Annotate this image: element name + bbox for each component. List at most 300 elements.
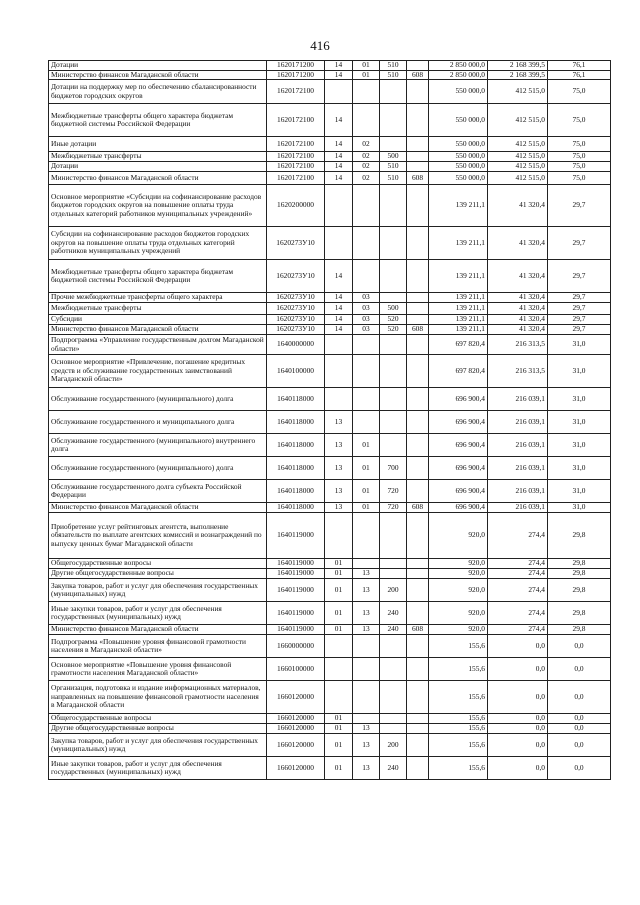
cell-admin-code <box>407 579 429 602</box>
cell-section <box>325 185 353 227</box>
cell-expense-type <box>380 293 407 303</box>
cell-planned-amount: 155,6 <box>429 757 488 780</box>
cell-expense-type <box>380 434 407 457</box>
cell-section: 13 <box>325 434 353 457</box>
cell-name: Другие общегосударственные вопросы <box>49 724 267 734</box>
cell-name: Министерство финансов Магаданской области <box>49 503 267 513</box>
cell-subsection: 13 <box>353 734 380 757</box>
table-row <box>49 724 611 734</box>
cell-percent: 31,0 <box>548 434 611 457</box>
cell-planned-amount: 139 211,1 <box>429 315 488 325</box>
cell-actual-amount: 412 515,0 <box>488 137 548 152</box>
cell-expense-type: 510 <box>380 172 407 185</box>
cell-target-code: 1640118000 <box>267 411 325 434</box>
cell-admin-code <box>407 315 429 325</box>
cell-actual-amount: 412 515,0 <box>488 80 548 104</box>
cell-target-code: 1640119000 <box>267 625 325 635</box>
cell-actual-amount: 41 320,4 <box>488 325 548 335</box>
table-row <box>49 152 611 162</box>
cell-admin-code <box>407 104 429 137</box>
cell-subsection: 01 <box>353 434 380 457</box>
table-row <box>49 227 611 260</box>
cell-subsection: 01 <box>353 480 380 503</box>
cell-section <box>325 355 353 388</box>
cell-section: 01 <box>325 559 353 569</box>
cell-name: Обслуживание государственного (муниципального) долга <box>49 388 267 411</box>
cell-target-code: 1620273У10 <box>267 325 325 335</box>
table-row <box>49 325 611 335</box>
table-row <box>49 757 611 780</box>
cell-admin-code <box>407 388 429 411</box>
cell-percent: 31,0 <box>548 355 611 388</box>
cell-subsection: 13 <box>353 569 380 579</box>
cell-subsection: 13 <box>353 602 380 625</box>
cell-section <box>325 80 353 104</box>
cell-planned-amount: 550 000,0 <box>429 162 488 172</box>
table-row <box>49 681 611 714</box>
cell-name: Дотации <box>49 61 267 71</box>
cell-admin-code <box>407 714 429 724</box>
cell-expense-type: 240 <box>380 602 407 625</box>
cell-name: Дотации на поддержку мер по обеспечению сбалансированности бюджетов городских округов <box>49 80 267 104</box>
cell-percent: 29,8 <box>548 559 611 569</box>
cell-target-code: 1620200000 <box>267 185 325 227</box>
cell-target-code: 1620273У10 <box>267 227 325 260</box>
cell-percent: 29,8 <box>548 625 611 635</box>
cell-planned-amount: 920,0 <box>429 602 488 625</box>
cell-name: Субсидии <box>49 315 267 325</box>
cell-target-code: 1620172100 <box>267 152 325 162</box>
cell-subsection <box>353 681 380 714</box>
cell-planned-amount: 696 900,4 <box>429 457 488 480</box>
cell-section: 14 <box>325 260 353 293</box>
cell-actual-amount: 216 039,1 <box>488 388 548 411</box>
cell-section: 01 <box>325 579 353 602</box>
cell-admin-code <box>407 457 429 480</box>
table-row <box>49 260 611 293</box>
cell-percent: 31,0 <box>548 457 611 480</box>
cell-expense-type <box>380 635 407 658</box>
cell-expense-type <box>380 681 407 714</box>
table-row <box>49 480 611 503</box>
cell-subsection <box>353 411 380 434</box>
cell-target-code: 1660120000 <box>267 734 325 757</box>
cell-section: 14 <box>325 152 353 162</box>
cell-planned-amount: 550 000,0 <box>429 80 488 104</box>
cell-admin-code <box>407 162 429 172</box>
cell-percent: 29,8 <box>548 602 611 625</box>
cell-expense-type: 500 <box>380 303 407 315</box>
cell-actual-amount: 216 313,5 <box>488 335 548 355</box>
cell-actual-amount: 0,0 <box>488 658 548 681</box>
cell-target-code: 1620171200 <box>267 61 325 71</box>
cell-actual-amount: 412 515,0 <box>488 152 548 162</box>
cell-name: Другие общегосударственные вопросы <box>49 569 267 579</box>
cell-name: Закупка товаров, работ и услуг для обеспечения государственных (муниципальных) нужд <box>49 734 267 757</box>
cell-subsection <box>353 335 380 355</box>
cell-expense-type: 520 <box>380 315 407 325</box>
table-row <box>49 625 611 635</box>
cell-expense-type <box>380 137 407 152</box>
cell-admin-code <box>407 569 429 579</box>
cell-subsection: 03 <box>353 315 380 325</box>
cell-subsection <box>353 185 380 227</box>
cell-admin-code <box>407 80 429 104</box>
cell-actual-amount: 216 313,5 <box>488 355 548 388</box>
cell-name: Основное мероприятие «Привлечение, погашение кредитных средств и обслуживание государственных заимствований Магаданской области» <box>49 355 267 388</box>
cell-admin-code <box>407 681 429 714</box>
cell-planned-amount: 550 000,0 <box>429 104 488 137</box>
cell-subsection <box>353 714 380 724</box>
cell-percent: 31,0 <box>548 411 611 434</box>
cell-target-code: 1640118000 <box>267 480 325 503</box>
cell-expense-type <box>380 335 407 355</box>
cell-expense-type: 200 <box>380 734 407 757</box>
cell-planned-amount: 920,0 <box>429 513 488 559</box>
cell-admin-code <box>407 137 429 152</box>
cell-admin-code <box>407 411 429 434</box>
cell-planned-amount: 155,6 <box>429 635 488 658</box>
cell-target-code: 1620172100 <box>267 172 325 185</box>
cell-section: 13 <box>325 457 353 480</box>
cell-admin-code <box>407 185 429 227</box>
table-row <box>49 315 611 325</box>
cell-actual-amount: 412 515,0 <box>488 104 548 137</box>
cell-subsection <box>353 355 380 388</box>
cell-name: Организация, подготовка и издание информационных материалов, направленных на повышение финансовой грамотности населения в Магаданской области <box>49 681 267 714</box>
cell-percent: 29,7 <box>548 325 611 335</box>
cell-actual-amount: 274,4 <box>488 513 548 559</box>
cell-percent: 75,0 <box>548 162 611 172</box>
cell-subsection <box>353 635 380 658</box>
cell-section <box>325 658 353 681</box>
cell-name: Иные дотации <box>49 137 267 152</box>
cell-section <box>325 335 353 355</box>
cell-expense-type <box>380 80 407 104</box>
cell-section: 13 <box>325 480 353 503</box>
cell-actual-amount: 216 039,1 <box>488 411 548 434</box>
cell-planned-amount: 155,6 <box>429 681 488 714</box>
cell-actual-amount: 41 320,4 <box>488 293 548 303</box>
table-row <box>49 635 611 658</box>
cell-admin-code <box>407 635 429 658</box>
cell-expense-type: 240 <box>380 625 407 635</box>
cell-actual-amount: 216 039,1 <box>488 457 548 480</box>
cell-subsection: 02 <box>353 172 380 185</box>
cell-planned-amount: 155,6 <box>429 714 488 724</box>
cell-section: 14 <box>325 162 353 172</box>
cell-actual-amount: 274,4 <box>488 569 548 579</box>
cell-section <box>325 388 353 411</box>
cell-expense-type: 500 <box>380 152 407 162</box>
cell-target-code: 1660100000 <box>267 658 325 681</box>
cell-actual-amount: 216 039,1 <box>488 503 548 513</box>
cell-planned-amount: 550 000,0 <box>429 137 488 152</box>
cell-target-code: 1640000000 <box>267 335 325 355</box>
cell-target-code: 1640118000 <box>267 503 325 513</box>
cell-admin-code <box>407 260 429 293</box>
cell-expense-type: 720 <box>380 480 407 503</box>
cell-percent: 0,0 <box>548 658 611 681</box>
cell-name: Общегосударственные вопросы <box>49 559 267 569</box>
cell-admin-code: 608 <box>407 325 429 335</box>
cell-percent: 29,7 <box>548 303 611 315</box>
cell-percent: 75,0 <box>548 152 611 162</box>
cell-subsection: 03 <box>353 325 380 335</box>
cell-percent: 76,1 <box>548 70 611 80</box>
table-row <box>49 80 611 104</box>
cell-actual-amount: 0,0 <box>488 757 548 780</box>
cell-admin-code <box>407 724 429 734</box>
cell-planned-amount: 697 820,4 <box>429 335 488 355</box>
budget-table <box>48 60 611 780</box>
cell-expense-type: 510 <box>380 61 407 71</box>
cell-expense-type <box>380 227 407 260</box>
cell-name: Подпрограмма «Повышение уровня финансовой грамотности населения в Магаданской области» <box>49 635 267 658</box>
cell-expense-type <box>380 388 407 411</box>
cell-admin-code <box>407 152 429 162</box>
cell-actual-amount: 0,0 <box>488 714 548 724</box>
cell-subsection: 03 <box>353 293 380 303</box>
cell-expense-type <box>380 355 407 388</box>
cell-percent: 29,8 <box>548 579 611 602</box>
cell-expense-type <box>380 260 407 293</box>
cell-admin-code <box>407 61 429 71</box>
cell-section: 14 <box>325 303 353 315</box>
cell-subsection: 01 <box>353 61 380 71</box>
table-row <box>49 734 611 757</box>
cell-percent: 0,0 <box>548 724 611 734</box>
cell-name: Межбюджетные трансферты общего характера бюджетам бюджетной системы Российской Федерации <box>49 260 267 293</box>
cell-planned-amount: 139 211,1 <box>429 303 488 315</box>
cell-section: 14 <box>325 315 353 325</box>
table-row <box>49 434 611 457</box>
table-row <box>49 457 611 480</box>
cell-name: Межбюджетные трансферты общего характера бюджетам бюджетной системы Российской Федерации <box>49 104 267 137</box>
cell-percent: 0,0 <box>548 734 611 757</box>
table-row <box>49 559 611 569</box>
cell-admin-code: 608 <box>407 172 429 185</box>
cell-admin-code: 608 <box>407 503 429 513</box>
cell-expense-type <box>380 513 407 559</box>
cell-target-code: 1620273У10 <box>267 315 325 325</box>
cell-actual-amount: 0,0 <box>488 734 548 757</box>
cell-section: 01 <box>325 757 353 780</box>
cell-expense-type <box>380 724 407 734</box>
cell-name: Основное мероприятие «Повышение уровня финансовой грамотности населения Магаданской области» <box>49 658 267 681</box>
cell-expense-type: 520 <box>380 325 407 335</box>
cell-percent: 29,7 <box>548 315 611 325</box>
cell-expense-type <box>380 658 407 681</box>
table-row <box>49 411 611 434</box>
cell-actual-amount: 274,4 <box>488 625 548 635</box>
cell-section: 13 <box>325 503 353 513</box>
cell-target-code: 1620273У10 <box>267 293 325 303</box>
cell-actual-amount: 41 320,4 <box>488 185 548 227</box>
cell-percent: 31,0 <box>548 503 611 513</box>
cell-name: Приобретение услуг рейтинговых агентств, выполнение обязательств по выплате агентских комиссий и вознаграждений по выпуску ценных бумаг Магаданской области <box>49 513 267 559</box>
cell-expense-type <box>380 569 407 579</box>
cell-percent: 0,0 <box>548 714 611 724</box>
cell-actual-amount: 0,0 <box>488 724 548 734</box>
table-row <box>49 293 611 303</box>
cell-subsection: 03 <box>353 303 380 315</box>
table-row <box>49 61 611 71</box>
cell-section: 14 <box>325 70 353 80</box>
cell-name: Министерство финансов Магаданской области <box>49 625 267 635</box>
cell-name: Прочие межбюджетные трансферты общего характера <box>49 293 267 303</box>
cell-target-code: 1640119000 <box>267 513 325 559</box>
cell-planned-amount: 139 211,1 <box>429 293 488 303</box>
cell-admin-code <box>407 658 429 681</box>
cell-name: Подпрограмма «Управление государственным долгом Магаданской области» <box>49 335 267 355</box>
cell-planned-amount: 139 211,1 <box>429 260 488 293</box>
cell-percent: 76,1 <box>548 61 611 71</box>
cell-expense-type <box>380 714 407 724</box>
cell-percent: 0,0 <box>548 635 611 658</box>
table-row <box>49 569 611 579</box>
cell-admin-code <box>407 303 429 315</box>
cell-target-code: 1640119000 <box>267 559 325 569</box>
cell-actual-amount: 412 515,0 <box>488 162 548 172</box>
cell-planned-amount: 920,0 <box>429 579 488 602</box>
cell-subsection: 13 <box>353 625 380 635</box>
cell-expense-type <box>380 104 407 137</box>
cell-percent: 31,0 <box>548 335 611 355</box>
table-row <box>49 579 611 602</box>
cell-subsection: 01 <box>353 457 380 480</box>
cell-name: Министерство финансов Магаданской области <box>49 70 267 80</box>
cell-expense-type <box>380 411 407 434</box>
cell-section: 13 <box>325 411 353 434</box>
cell-admin-code <box>407 513 429 559</box>
cell-section <box>325 635 353 658</box>
cell-target-code: 1620172100 <box>267 162 325 172</box>
cell-subsection <box>353 513 380 559</box>
cell-actual-amount: 2 168 399,5 <box>488 70 548 80</box>
cell-planned-amount: 696 900,4 <box>429 480 488 503</box>
table-row <box>49 185 611 227</box>
cell-target-code: 1640119000 <box>267 602 325 625</box>
cell-subsection: 02 <box>353 152 380 162</box>
cell-target-code: 1660120000 <box>267 714 325 724</box>
cell-percent: 31,0 <box>548 480 611 503</box>
cell-section <box>325 681 353 714</box>
cell-percent: 29,7 <box>548 260 611 293</box>
cell-name: Обслуживание государственного долга субъекта Российской Федерации <box>49 480 267 503</box>
cell-name: Дотации <box>49 162 267 172</box>
cell-planned-amount: 696 900,4 <box>429 503 488 513</box>
cell-target-code: 1640118000 <box>267 457 325 480</box>
cell-subsection <box>353 104 380 137</box>
cell-planned-amount: 696 900,4 <box>429 411 488 434</box>
cell-planned-amount: 920,0 <box>429 569 488 579</box>
cell-percent: 0,0 <box>548 757 611 780</box>
cell-expense-type: 200 <box>380 579 407 602</box>
cell-subsection <box>353 388 380 411</box>
cell-expense-type: 240 <box>380 757 407 780</box>
cell-planned-amount: 550 000,0 <box>429 172 488 185</box>
cell-percent: 29,7 <box>548 293 611 303</box>
cell-target-code: 1660000000 <box>267 635 325 658</box>
cell-subsection: 01 <box>353 70 380 80</box>
cell-planned-amount: 920,0 <box>429 625 488 635</box>
cell-subsection: 13 <box>353 579 380 602</box>
cell-subsection: 02 <box>353 162 380 172</box>
cell-admin-code <box>407 734 429 757</box>
cell-actual-amount: 41 320,4 <box>488 315 548 325</box>
cell-admin-code <box>407 480 429 503</box>
table-row <box>49 602 611 625</box>
cell-actual-amount: 2 168 399,5 <box>488 61 548 71</box>
cell-percent: 0,0 <box>548 681 611 714</box>
cell-section: 14 <box>325 325 353 335</box>
cell-planned-amount: 2 850 000,0 <box>429 61 488 71</box>
cell-name: Министерство финансов Магаданской области <box>49 325 267 335</box>
cell-section: 01 <box>325 734 353 757</box>
cell-actual-amount: 41 320,4 <box>488 260 548 293</box>
cell-expense-type: 700 <box>380 457 407 480</box>
table-row <box>49 172 611 185</box>
table-row <box>49 303 611 315</box>
cell-target-code: 1620172100 <box>267 80 325 104</box>
cell-subsection: 02 <box>353 137 380 152</box>
cell-planned-amount: 550 000,0 <box>429 152 488 162</box>
cell-percent: 75,0 <box>548 172 611 185</box>
cell-section <box>325 227 353 260</box>
cell-section: 01 <box>325 569 353 579</box>
cell-actual-amount: 41 320,4 <box>488 227 548 260</box>
cell-name: Обслуживание государственного (муниципального) долга <box>49 457 267 480</box>
cell-expense-type: 720 <box>380 503 407 513</box>
cell-subsection <box>353 559 380 569</box>
cell-subsection <box>353 658 380 681</box>
cell-target-code: 1640100000 <box>267 355 325 388</box>
table-row <box>49 714 611 724</box>
cell-admin-code <box>407 757 429 780</box>
cell-name: Министерство финансов Магаданской области <box>49 172 267 185</box>
cell-percent: 29,8 <box>548 513 611 559</box>
cell-target-code: 1620273У10 <box>267 260 325 293</box>
cell-percent: 75,0 <box>548 137 611 152</box>
cell-name: Обслуживание государственного и муниципального долга <box>49 411 267 434</box>
cell-section: 14 <box>325 172 353 185</box>
cell-actual-amount: 0,0 <box>488 635 548 658</box>
cell-percent: 29,7 <box>548 185 611 227</box>
table-row <box>49 658 611 681</box>
cell-target-code: 1660120000 <box>267 724 325 734</box>
cell-subsection <box>353 80 380 104</box>
cell-name: Межбюджетные трансферты <box>49 303 267 315</box>
cell-planned-amount: 155,6 <box>429 724 488 734</box>
cell-expense-type: 510 <box>380 162 407 172</box>
cell-section: 01 <box>325 625 353 635</box>
cell-percent: 75,0 <box>548 80 611 104</box>
cell-admin-code: 608 <box>407 70 429 80</box>
cell-section: 14 <box>325 61 353 71</box>
cell-section: 14 <box>325 104 353 137</box>
cell-planned-amount: 2 850 000,0 <box>429 70 488 80</box>
cell-admin-code <box>407 335 429 355</box>
cell-section: 14 <box>325 293 353 303</box>
cell-actual-amount: 216 039,1 <box>488 480 548 503</box>
cell-subsection: 13 <box>353 724 380 734</box>
cell-name: Иные закупки товаров, работ и услуг для обеспечения государственных (муниципальных) нужд <box>49 757 267 780</box>
cell-target-code: 1660120000 <box>267 757 325 780</box>
cell-target-code: 1620172100 <box>267 104 325 137</box>
table-row <box>49 137 611 152</box>
cell-target-code: 1640118000 <box>267 434 325 457</box>
